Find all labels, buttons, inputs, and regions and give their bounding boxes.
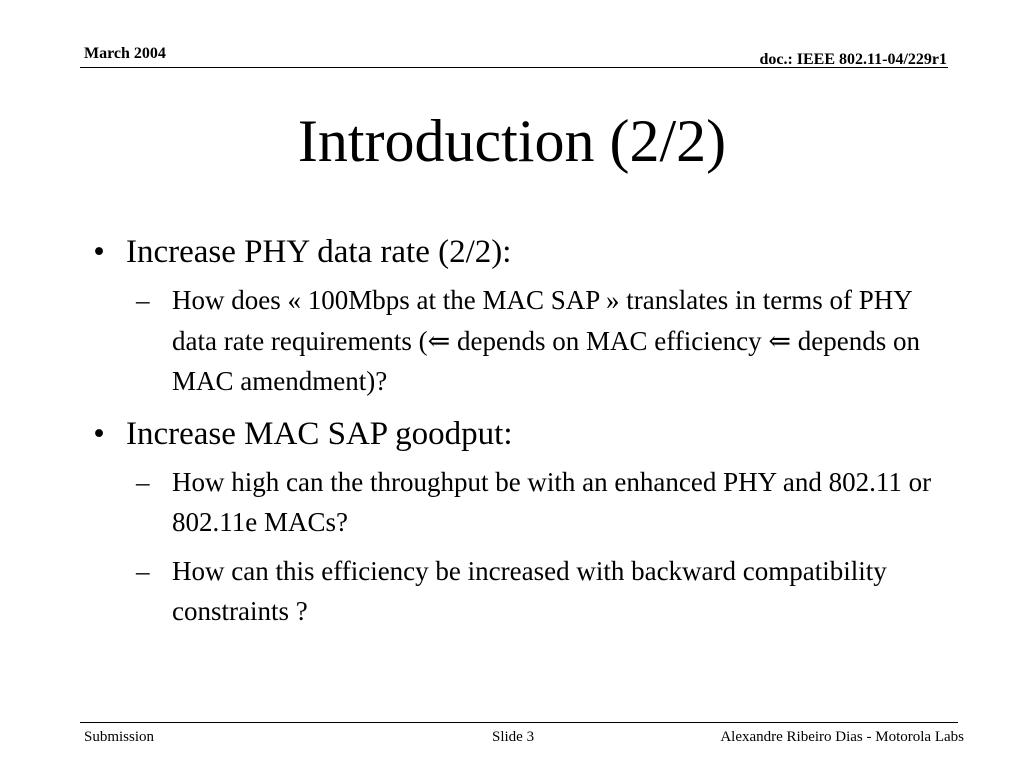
header-doc-id: doc.: IEEE 802.11-04/229r1 <box>759 51 947 68</box>
sub-bullet-marker: – <box>136 466 150 497</box>
bullet-item <box>84 228 954 276</box>
footer-submission: Submission <box>84 729 155 745</box>
sub-bullet-text: How high can the throughput be with an enhanced PHY and 802.11 or 802.11e MACs? <box>172 466 932 537</box>
sub-bullet-text: How does « 100Mbps at the MAC SAP » translates in terms of PHY data rate requirements (⇐ depends on MAC efficiency ⇐ depends on MAC amendment)? <box>172 285 921 396</box>
bullet-marker: • <box>93 234 105 270</box>
slide-content <box>84 228 954 640</box>
bullet-marker: • <box>93 415 105 452</box>
sub-bullet-list <box>130 280 954 402</box>
bullet-text: Increase MAC SAP goodput: <box>126 415 513 452</box>
sub-bullet-marker: – <box>136 285 150 315</box>
sub-bullet-item <box>130 280 954 402</box>
sub-bullet-list <box>130 462 954 632</box>
sub-bullet-item <box>130 462 954 543</box>
sub-bullet-marker: – <box>136 555 150 586</box>
footer-author: Alexandre Ribeiro Dias - Motorola Labs <box>720 729 964 745</box>
slide-title: Introduction (2/2) <box>297 108 727 174</box>
footer-divider <box>80 722 958 723</box>
sub-bullet-text: How can this efficiency be increased with backward compatibility constraints ? <box>172 555 887 626</box>
sub-bullet-item <box>130 551 954 632</box>
header-date: March 2004 <box>84 45 166 62</box>
footer-slide-number: Slide 3 <box>492 729 535 745</box>
header-divider <box>80 67 948 68</box>
bullet-item <box>84 410 954 458</box>
bullet-text: Increase PHY data rate (2/2): <box>126 234 512 270</box>
